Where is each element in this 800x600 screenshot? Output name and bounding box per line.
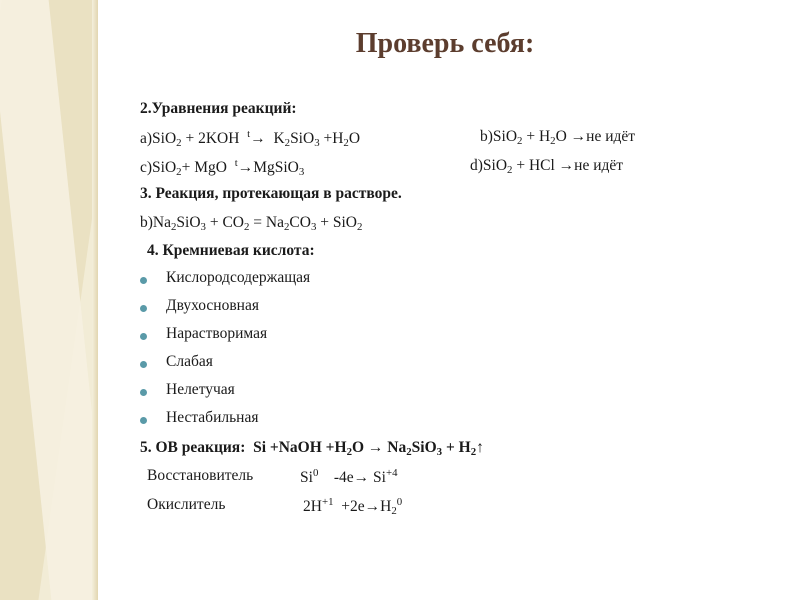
- section5-heading: 5. ОВ реакция:: [140, 439, 246, 456]
- equation-c: c)SiO$_2$+ MgO $^t$→MgSiO$_3$: [140, 157, 305, 178]
- section3-heading: 3. Реакция, протекающая в растворе.: [140, 185, 402, 202]
- bullet-item: Нестабильная: [166, 409, 259, 426]
- bullet-item: Нелетучая: [166, 381, 235, 398]
- equation-b: $b)SiO_2 + H_2O \to не$ идёт: [480, 128, 636, 147]
- section3-equation: $b)Na_2SiO_3 + CO_2 = Na_2CO_3 + SiO_2$: [140, 214, 363, 233]
- oxidizer-equation: $2H^{+1} +2e\to H_2^0$: [303, 496, 403, 517]
- reducer-label: Восстановитель: [147, 467, 254, 484]
- bullet-item: Слабая: [166, 353, 213, 370]
- bullet-dot: [140, 389, 147, 396]
- bullet-dot: [140, 361, 147, 368]
- bullet-dot: [140, 277, 147, 284]
- decorative-side-bar: [0, 0, 98, 600]
- section2-heading: 2.Уравнения реакций:: [140, 100, 297, 117]
- side-bar-edge: [92, 0, 98, 600]
- slide-title: Проверь себя:: [355, 28, 535, 59]
- bullet-item: Двухосновная: [166, 297, 259, 314]
- section5-line: 5. ОВ реакция: Si +NaOH $+H_2O \to Na_2SiO_3$ + $H_2↑$: [140, 439, 484, 458]
- bullet-dot: [140, 305, 147, 312]
- bullet-item: Нарастворимая: [166, 325, 268, 342]
- bullet-item: Кислородсодержащая: [166, 269, 311, 286]
- section4-heading: 4. Кремниевая кислота:: [147, 242, 315, 259]
- bullet-dot: [140, 333, 147, 340]
- equation-d: d)SiO$_2$ + HCl →не идёт: [470, 157, 624, 176]
- equation-a: a)SiO$_2$ + 2KOH $^t\to K_2SiO_3 +H_2O$: [140, 128, 361, 149]
- oxidizer-label: Окислитель: [147, 496, 226, 513]
- reducer-equation: Si$^0$ $-4e\to Si^{+4}$: [300, 467, 398, 486]
- bullet-dot: [140, 417, 147, 424]
